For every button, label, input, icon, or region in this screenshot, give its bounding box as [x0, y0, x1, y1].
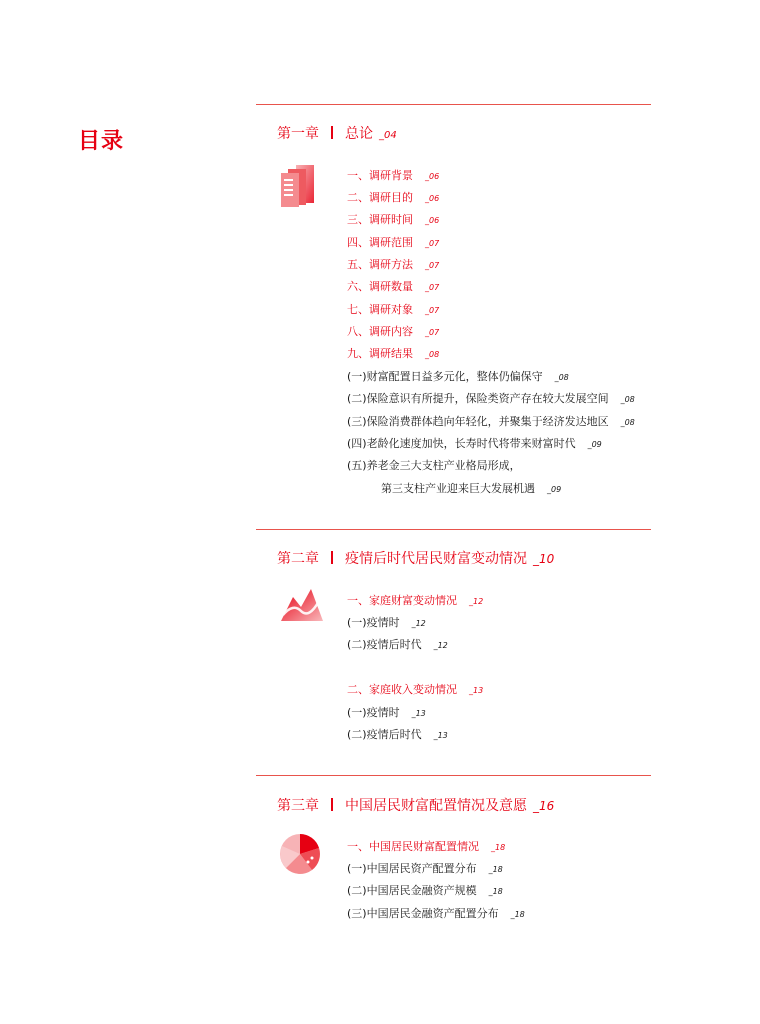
- toc-entry[interactable]: [347, 884, 503, 899]
- chapter-page-number: _10: [533, 552, 555, 566]
- entry-page-number: _07: [425, 283, 440, 292]
- entry-page-number: _07: [425, 261, 440, 270]
- toc-entry[interactable]: [347, 415, 635, 430]
- toc-entry[interactable]: [347, 594, 483, 609]
- entry-text: 六、调研数量: [347, 280, 413, 293]
- toc-entry[interactable]: [347, 907, 525, 922]
- entry-text: 第三支柱产业迎来巨大发展机遇: [381, 482, 535, 495]
- entry-page-number: _09: [547, 485, 562, 494]
- chapter-heading-2[interactable]: [277, 548, 554, 568]
- entry-page-number: _12: [411, 619, 426, 628]
- entry-text: 一、中国居民财富配置情况: [347, 840, 479, 853]
- chapter-number: 第三章: [277, 798, 319, 814]
- toc-entry[interactable]: [347, 303, 439, 318]
- chapter-title: 中国居民财富配置情况及意愿: [345, 798, 527, 814]
- entry-text: (五)养老金三大支柱产业格局形成，: [347, 459, 521, 472]
- toc-entry[interactable]: [347, 616, 426, 631]
- entry-page-number: _08: [425, 350, 440, 359]
- entry-text: 八、调研内容: [347, 325, 413, 338]
- entry-page-number: _12: [469, 597, 484, 606]
- chapter-separator: [331, 551, 333, 564]
- entry-text: (二)保险意识有所提升，保险类资产存在较大发展空间: [347, 392, 609, 405]
- toc-entry[interactable]: [347, 169, 439, 184]
- entry-text: (三)中国居民金融资产配置分布: [347, 907, 499, 920]
- entry-page-number: _13: [411, 709, 426, 718]
- toc-entry[interactable]: [381, 482, 561, 497]
- entry-text: (二)中国居民金融资产规模: [347, 884, 477, 897]
- chapter-number: 第二章: [277, 551, 319, 567]
- entry-page-number: _18: [488, 887, 503, 896]
- chapter-heading-3[interactable]: [277, 795, 554, 815]
- chapter-divider: [256, 104, 651, 105]
- entry-text: 七、调研对象: [347, 303, 413, 316]
- entry-text: 四、调研范围: [347, 236, 413, 249]
- toc-entry[interactable]: [347, 191, 439, 206]
- entry-page-number: _13: [433, 731, 448, 740]
- entry-page-number: _06: [425, 216, 440, 225]
- entry-text: 二、调研目的: [347, 191, 413, 204]
- toc-entry[interactable]: [347, 258, 439, 273]
- toc-entry[interactable]: [347, 459, 521, 473]
- entry-text: (二)疫情后时代: [347, 728, 422, 741]
- entry-page-number: _08: [620, 395, 635, 404]
- entry-page-number: _06: [425, 194, 440, 203]
- chapter-divider: [256, 775, 651, 776]
- toc-entry[interactable]: [347, 347, 439, 362]
- entry-page-number: _18: [491, 843, 506, 852]
- entry-text: (一)中国居民资产配置分布: [347, 862, 477, 875]
- toc-entry[interactable]: [347, 683, 483, 698]
- entry-page-number: _07: [425, 306, 440, 315]
- entry-page-number: _09: [587, 440, 602, 449]
- entry-page-number: _07: [425, 328, 440, 337]
- chapter-title: 总论: [345, 126, 373, 142]
- chapter-divider: [256, 529, 651, 530]
- toc-entry[interactable]: [347, 728, 448, 743]
- toc-entry[interactable]: [347, 437, 602, 452]
- entry-page-number: _18: [488, 865, 503, 874]
- toc-entry[interactable]: [347, 370, 569, 385]
- entry-page-number: _13: [469, 686, 484, 695]
- toc-entry[interactable]: [347, 862, 503, 877]
- entry-text: (一)疫情时: [347, 706, 400, 719]
- entry-text: (一)疫情时: [347, 616, 400, 629]
- entry-page-number: _07: [425, 239, 440, 248]
- mountain-chart-icon: [279, 585, 325, 623]
- chapter-page-number: _16: [533, 799, 555, 813]
- entry-page-number: _08: [554, 373, 569, 382]
- chapter-page-number: _04: [379, 130, 397, 141]
- toc-entry[interactable]: [347, 280, 439, 295]
- entry-text: (四)老龄化速度加快，长寿时代将带来财富时代: [347, 437, 576, 450]
- entry-page-number: _06: [425, 172, 440, 181]
- toc-entry[interactable]: [347, 236, 439, 251]
- toc-entry[interactable]: [347, 638, 448, 653]
- toc-entry[interactable]: [347, 392, 635, 407]
- entry-text: 三、调研时间: [347, 213, 413, 226]
- toc-entry[interactable]: [347, 706, 426, 721]
- entry-page-number: _18: [510, 910, 525, 919]
- chapter-separator: [331, 798, 333, 811]
- toc-entry[interactable]: [347, 213, 439, 228]
- chapter-title: 疫情后时代居民财富变动情况: [345, 551, 527, 567]
- entry-page-number: _12: [433, 641, 448, 650]
- chapter-number: 第一章: [277, 126, 319, 142]
- entry-text: (三)保险消费群体趋向年轻化，并聚集于经济发达地区: [347, 415, 609, 428]
- chapter-separator: [331, 126, 333, 139]
- pie-chart-icon: [278, 832, 322, 876]
- documents-icon: [278, 163, 320, 209]
- entry-page-number: _08: [620, 418, 635, 427]
- chapter-heading-1[interactable]: [277, 123, 397, 143]
- toc-entry[interactable]: [347, 840, 505, 855]
- entry-text: 五、调研方法: [347, 258, 413, 271]
- toc-title: 目录: [78, 129, 125, 154]
- entry-text: 九、调研结果: [347, 347, 413, 360]
- entry-text: 二、家庭收入变动情况: [347, 683, 457, 696]
- entry-text: (一)财富配置日益多元化，整体仍偏保守: [347, 370, 543, 383]
- entry-text: 一、调研背景: [347, 169, 413, 182]
- entry-text: 一、家庭财富变动情况: [347, 594, 457, 607]
- toc-entry[interactable]: [347, 325, 439, 340]
- entry-text: (二)疫情后时代: [347, 638, 422, 651]
